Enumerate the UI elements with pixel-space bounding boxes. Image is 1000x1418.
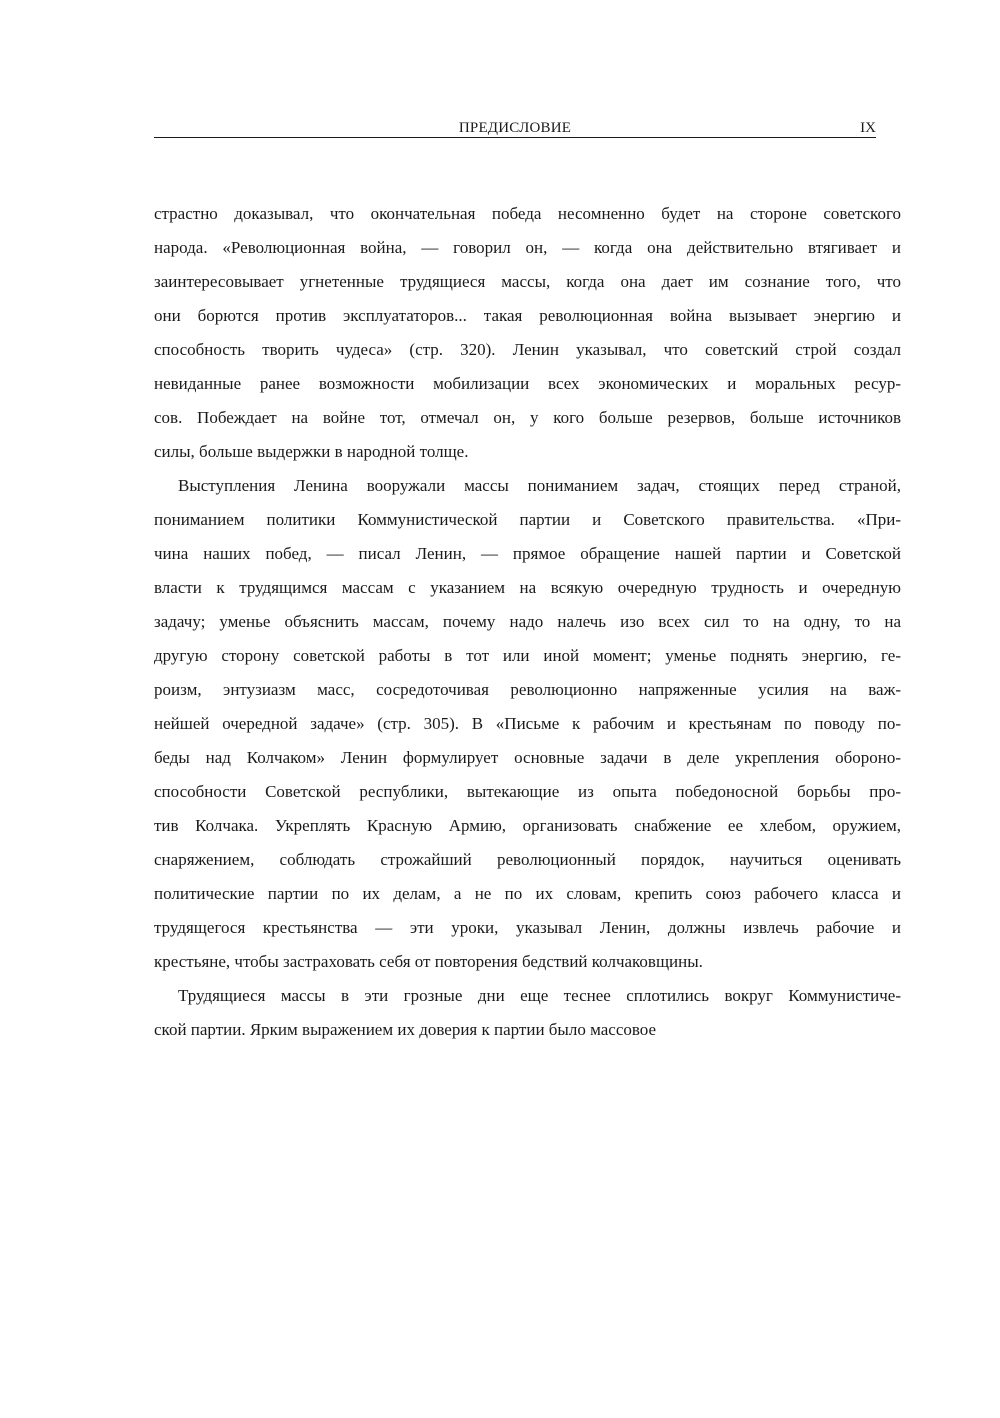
paragraph-2 xyxy=(154,469,901,979)
text-line: снаряжением, соблюдать строжайший революционный порядок, научиться оценивать xyxy=(154,850,901,869)
text-line: задачу; уменье объяснить массам, почему надо налечь изо всех сил то на одну, то на xyxy=(154,612,901,631)
text-line: власти к трудящимся массам с указанием на всякую очередную трудность и очередную xyxy=(154,578,901,597)
text-line: беды над Колчаком» Ленин формулирует основные задачи в деле укрепления обороно- xyxy=(154,748,901,767)
text-line: заинтересовывает угнетенные трудящиеся массы, когда она дает им сознание того, что xyxy=(154,272,901,291)
text-line: Трудящиеся массы в эти грозные дни еще теснее сплотились вокруг Коммунистиче- xyxy=(178,986,901,1005)
text-line: страстно доказывал, что окончательная победа несомненно будет на стороне советского xyxy=(154,204,901,223)
page-number: IX xyxy=(860,120,876,136)
text-line: способность творить чудеса» (стр. 320). Ленин указывал, что советский строй создал xyxy=(154,340,901,359)
body-text xyxy=(154,197,901,1047)
text-line: способности Советской республики, вытекающие из опыта победоносной борьбы про- xyxy=(154,782,901,801)
text-line: народа. «Революционная война, — говорил он, — когда она действительно втягивает и xyxy=(154,238,901,257)
text-line: ской партии. Ярким выражением их доверия к партии было массовое xyxy=(154,1020,657,1039)
text-line: Выступления Ленина вооружали массы пониманием задач, стоящих перед страной, xyxy=(178,476,901,495)
text-line: они борются против эксплуататоров... такая революционная война вызывает энергию и xyxy=(154,306,901,325)
text-line: трудящегося крестьянства — эти уроки, указывал Ленин, должны извлечь рабочие и xyxy=(154,918,901,937)
running-title: ПРЕДИСЛОВИЕ xyxy=(458,120,572,136)
text-line: сов. Побеждает на войне тот, отмечал он, у кого больше резервов, больше источников xyxy=(154,408,901,427)
paragraph-3 xyxy=(154,979,901,1047)
text-line: политические партии по их делам, а не по их словам, крепить союз рабочего класса и xyxy=(154,884,901,903)
text-line: другую сторону советской работы в тот или иной момент; уменье поднять энергию, ге- xyxy=(154,646,901,665)
text-line: невиданные ранее возможности мобилизации всех экономических и моральных ресур- xyxy=(154,374,901,393)
running-head xyxy=(154,119,876,138)
text-line: роизм, энтузиазм масс, сосредоточивая революционно напряженные усилия на важ- xyxy=(154,680,901,699)
text-line: нейшей очередной задаче» (стр. 305). В «Письме к рабочим и крестьянам по поводу по- xyxy=(154,714,901,733)
text-line: тив Колчака. Укреплять Красную Армию, организовать снабжение ее хлебом, оружием, xyxy=(154,816,901,835)
text-line: пониманием политики Коммунистической партии и Советского правительства. «При- xyxy=(154,510,901,529)
text-line: крестьяне, чтобы застраховать себя от повторения бедствий колчаковщины. xyxy=(154,952,703,971)
text-line: чина наших побед, — писал Ленин, — прямое обращение нашей партии и Советской xyxy=(154,544,901,563)
paragraph-1 xyxy=(154,197,901,469)
text-line: силы, больше выдержки в народной толще. xyxy=(154,442,469,461)
